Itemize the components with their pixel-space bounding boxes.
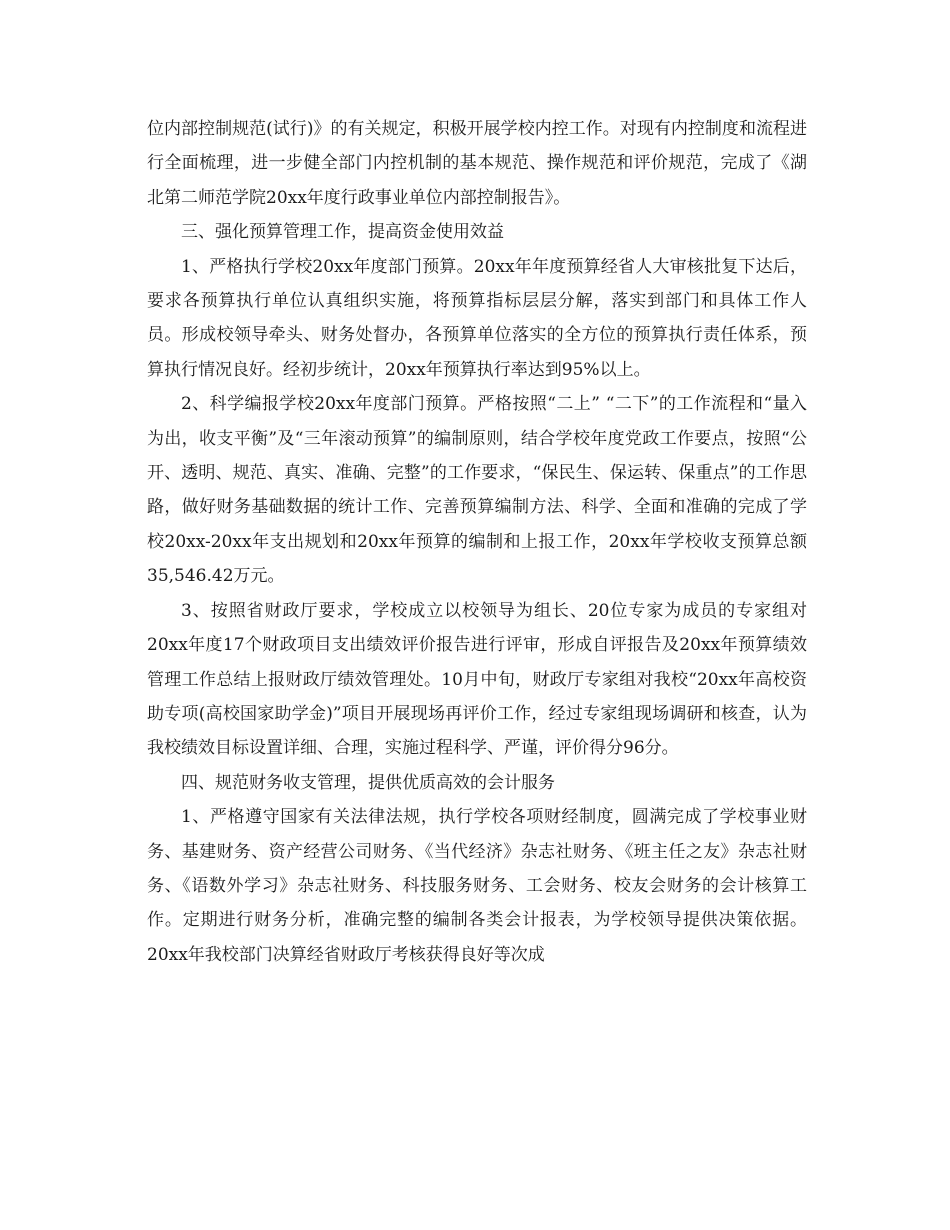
paragraph-continuation: 位内部控制规范(试行)》的有关规定，积极开展学校内控工作。对现有内控制度和流程进行全面梳理，进一步健全部门内控机制的基本规范、操作规范和评价规范，完成了《湖北第二师范学院20xx年度行政事业单位内部控制报告》。 [147,119,807,208]
paragraph-accounting-services: 1、严格遵守国家有关法律法规，执行学校各项财经制度，圆满完成了学校事业财务、基建财务、资产经营公司财务、《当代经济》杂志社财务、《班主任之友》杂志社财务、《语数外学习》杂志社财务、科技服务财务、工会财务、校友会财务的会计核算工作。定期进行财务分析，准确完整的编制各类会计报表，为学校领导提供决策依据。20xx年我校部门决算经省财政厅考核获得良好等次成 [147,807,807,965]
section-heading-accounting: 四、规范财务收支管理，提供优质高效的会计服务 [181,772,555,793]
document-body [147,112,807,972]
section-heading-budget: 三、强化预算管理工作，提高资金使用效益 [181,222,504,243]
paragraph-budget-compilation: 2、科学编报学校20xx年度部门预算。严格按照“二上” “二下”的工作流程和“量入为出，收支平衡”及“三年滚动预算”的编制原则，结合学校年度党政工作要点，按照“公开、透明、规范、真实、准确、完整”的工作要求，“保民生、保运转、保重点”的工作思路，做好财务基础数据的统计工作、完善预算编制方法、科学、全面和准确的完成了学校20xx-20xx年支出规划和20xx年预算的编制和上报工作，20xx年学校收支预算总额35,546.42万元。 [147,394,807,587]
paragraph-performance-evaluation: 3、按照省财政厅要求，学校成立以校领导为组长、20位专家为成员的专家组对20xx年度17个财政项目支出绩效评价报告进行评审，形成自评报告及20xx年预算绩效管理工作总结上报财政厅绩效管理处。10月中旬，财政厅专家组对我校“20xx年高校资助专项(高校国家助学金)”项目开展现场再评价工作，经过专家组现场调研和核查，认为我校绩效目标设置详细、合理，实施过程科学、严谨，评价得分96分。 [147,600,807,759]
paragraph-budget-execution: 1、严格执行学校20xx年度部门预算。20xx年年度预算经省人大审核批复下达后，要求各预算执行单位认真组织实施，将预算指标层层分解，落实到部门和具体工作人员。形成校领导牵头、财务处督办，各预算单位落实的全方位的预算执行责任体系，预算执行情况良好。经初步统计，20xx年预算执行率达到95%以上。 [147,256,807,380]
